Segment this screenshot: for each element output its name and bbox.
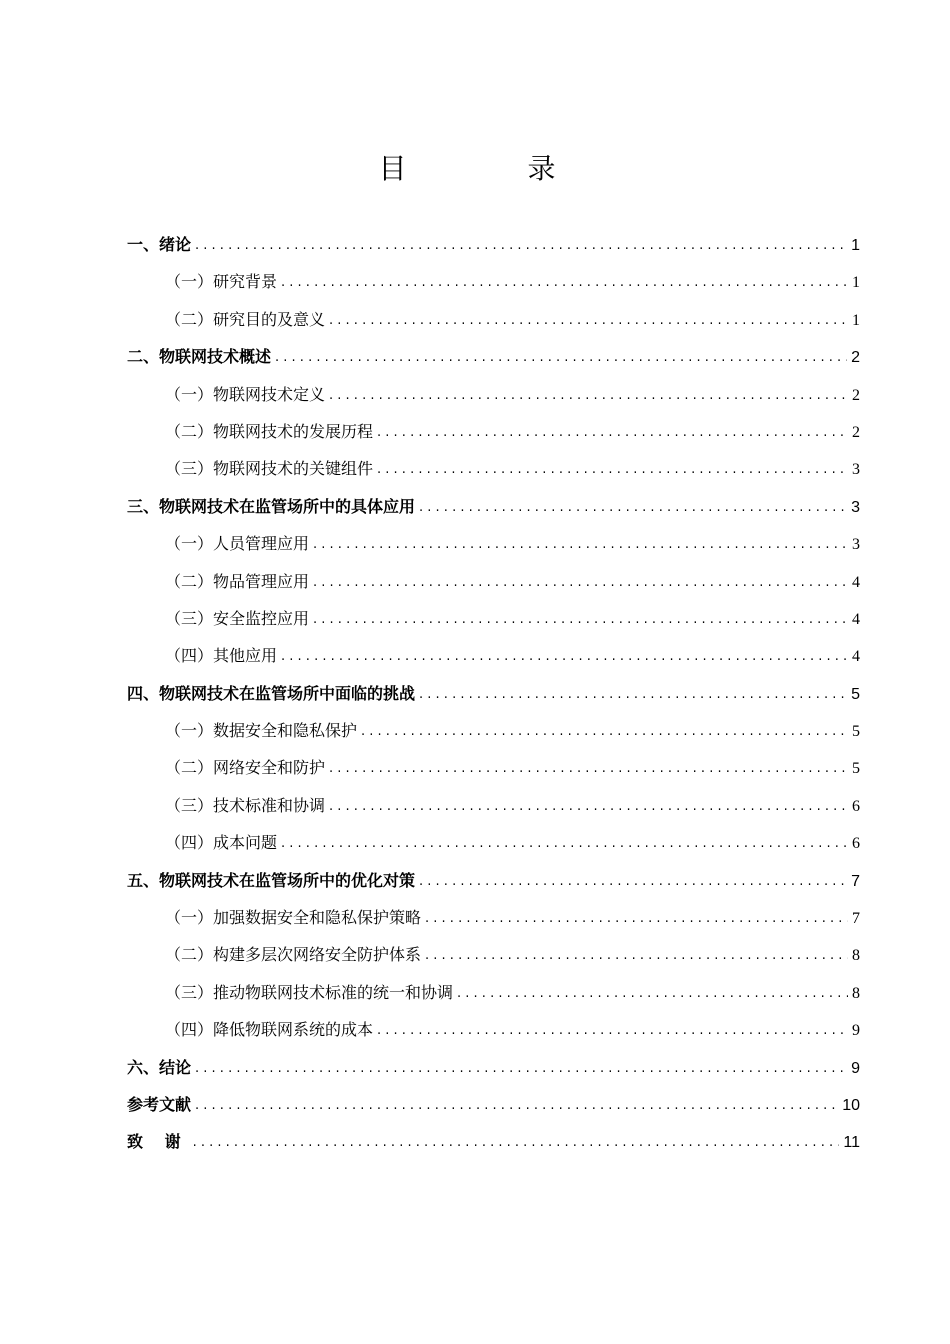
toc-chapter-entry[interactable] [127,1123,860,1160]
toc-dot-leader [281,638,848,675]
toc-dot-leader [313,601,848,638]
toc-page-number: 2 [852,386,860,404]
toc-section-entry[interactable] [127,974,860,1011]
toc-entry-title: （四）降低物联网系统的成本 [165,1020,374,1040]
toc-entry-title: （一）研究背景 [165,272,278,292]
toc-page-number: 8 [852,984,860,1002]
toc-section-entry[interactable] [127,600,860,637]
toc-dot-leader [419,489,847,526]
toc-entry-title: （二）物联网技术的发展历程 [165,421,374,441]
toc-entry-title: 二、物联网技术概述 [127,347,272,367]
toc-dot-leader [195,227,847,264]
toc-dot-leader [313,526,848,563]
toc-page-number: 3 [851,498,860,516]
toc-dot-leader [377,414,848,451]
toc-entry-title: 参考文献 [127,1094,192,1114]
toc-section-entry[interactable] [127,899,860,936]
toc-entry-title: （二）网络安全和防护 [165,758,326,778]
toc-dot-leader [313,564,848,601]
toc-section-entry[interactable] [127,563,860,600]
toc-chapter-entry[interactable] [127,338,860,375]
toc-section-entry[interactable] [127,376,860,413]
toc-entry-title: 六、结论 [127,1057,192,1077]
toc-section-entry[interactable] [127,413,860,450]
toc-entry-title: （一）人员管理应用 [165,534,310,554]
toc-page-number: 8 [852,947,860,965]
toc-entry-title: （四）其他应用 [165,646,278,666]
toc-section-entry[interactable] [127,824,860,861]
toc-chapter-entry[interactable] [127,488,860,525]
toc-entry-title: 一、绪论 [127,235,192,254]
toc-dot-leader [329,377,848,414]
toc-dot-leader [425,900,848,937]
table-of-contents [127,226,860,1161]
toc-entry-title: （一）加强数据安全和隐私保护策略 [165,908,422,928]
toc-dot-leader [193,1124,840,1161]
toc-entry-title: （二）物品管理应用 [165,571,310,591]
toc-section-entry[interactable] [127,787,860,824]
toc-section-entry[interactable] [127,263,860,300]
toc-entry-title: 四、物联网技术在监管场所中面临的挑战 [127,683,416,703]
toc-entry-title: （三）技术标准和协调 [165,795,326,815]
toc-page-number: 9 [851,1059,860,1077]
toc-page-number: 2 [852,423,860,441]
toc-page-number: 1 [851,237,860,254]
toc-page-number: 10 [842,1096,860,1114]
toc-section-entry[interactable] [127,936,860,973]
toc-page-number: 5 [852,723,860,741]
toc-page-number: 4 [852,648,860,666]
toc-page-number: 6 [852,835,860,853]
toc-entry-title: （一）物联网技术定义 [165,384,326,404]
toc-page-number: 7 [852,910,860,928]
toc-page-number: 9 [852,1022,860,1040]
toc-chapter-entry[interactable] [127,862,860,899]
toc-dot-leader [425,937,848,974]
toc-entry-title: （三）物联网技术的关键组件 [165,459,374,479]
toc-entry-title: 致 谢 [127,1132,189,1152]
toc-entry-title: （二）构建多层次网络安全防护体系 [165,945,422,965]
toc-entry-title: （四）成本问题 [165,833,278,853]
toc-entry-title: （三）推动物联网技术标准的统一和协调 [165,982,454,1002]
toc-section-entry[interactable] [127,1011,860,1048]
toc-dot-leader [419,863,847,900]
toc-entry-title: （三）安全监控应用 [165,608,310,628]
toc-section-entry[interactable] [127,301,860,338]
toc-section-entry[interactable] [127,712,860,749]
toc-chapter-entry[interactable] [127,226,860,263]
toc-entry-title: （一）数据安全和隐私保护 [165,721,358,741]
toc-page-number: 6 [852,797,860,815]
toc-page-number: 1 [852,274,860,292]
toc-dot-leader [361,713,848,750]
toc-page-number: 3 [852,461,860,479]
toc-page-number: 3 [852,536,860,554]
toc-section-entry[interactable] [127,749,860,786]
toc-entry-title: （二）研究目的及意义 [165,309,326,329]
toc-dot-leader [195,1050,847,1087]
toc-chapter-entry[interactable] [127,1049,860,1086]
toc-dot-leader [329,750,848,787]
page-title: 目 录 [378,152,612,185]
toc-dot-leader [281,825,848,862]
toc-dot-leader [419,676,847,713]
toc-page-number: 5 [852,760,860,778]
toc-entry-title: 三、物联网技术在监管场所中的具体应用 [127,496,416,516]
toc-page-number: 4 [852,573,860,591]
toc-page-number: 2 [851,349,860,367]
toc-dot-leader [377,1012,848,1049]
toc-dot-leader [329,302,848,339]
toc-chapter-entry[interactable] [127,1086,860,1123]
toc-page-number: 5 [851,685,860,703]
toc-page-number: 4 [852,610,860,628]
toc-dot-leader [457,975,848,1012]
toc-entry-title: 五、物联网技术在监管场所中的优化对策 [127,870,416,890]
toc-dot-leader [275,339,847,376]
toc-page-number: 7 [851,872,860,890]
toc-dot-leader [329,788,848,825]
toc-page-number: 11 [843,1134,860,1152]
toc-section-entry[interactable] [127,525,860,562]
toc-dot-leader [195,1087,838,1124]
toc-dot-leader [377,451,848,488]
toc-section-entry[interactable] [127,450,860,487]
toc-page-number: 1 [852,311,860,329]
toc-dot-leader [281,264,848,301]
toc-chapter-entry[interactable] [127,675,860,712]
toc-section-entry[interactable] [127,637,860,674]
